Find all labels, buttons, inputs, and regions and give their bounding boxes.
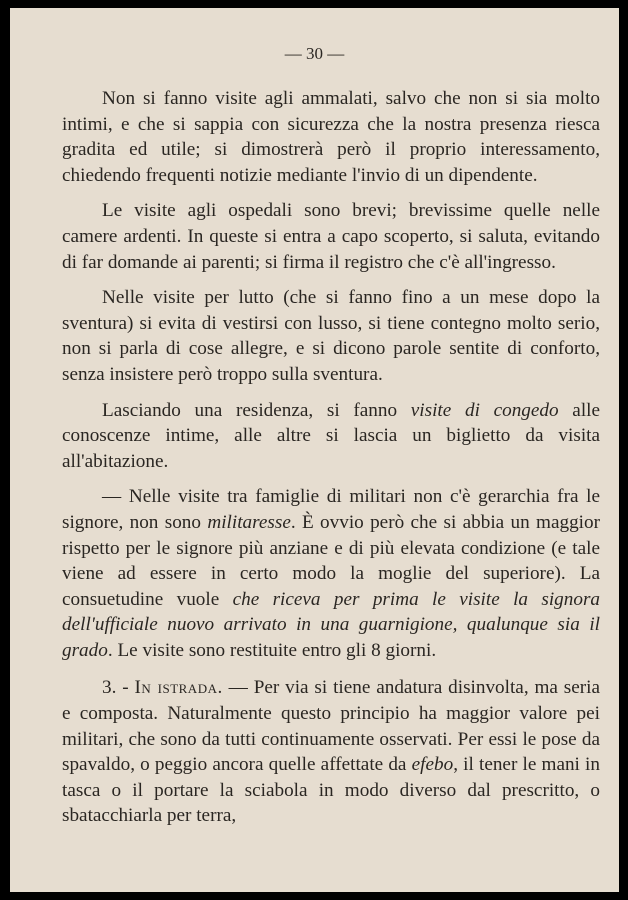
page-number: — 30 — bbox=[284, 44, 345, 63]
paragraph-text: , il tener le mani in tasca o il portare la sciabola in modo diverso dal prescritto, o sbatacchiarla per terra, bbox=[62, 754, 600, 827]
paragraph-mourning-visits: Nelle visite per lutto (che si fanno fino a un mese dopo la sventura) si evita di vestirsi con lusso, si tiene contegno molto serio, non si parla di cose allegre, e si dicono parole sentite di conforto, senza insistere però troppo sulla sventura. bbox=[62, 287, 600, 385]
paragraph-sick-visits: Non si fanno visite agli ammalati, salvo che non si sia molto intimi, e che si sappia con sicurezza che la nostra presenza riesca gradita ed utile; si dimostrerà però il proprio interessamento, chiedendo frequenti notizie mediante l'invio di un dipendente. bbox=[62, 88, 600, 186]
italic-term: militaresse bbox=[207, 511, 291, 533]
paragraph-text: alle conoscenze intime, alle altre si lascia un biglietto da visita all'abitazione. bbox=[62, 399, 601, 472]
paragraph-text: Lasciando una residenza, si fanno bbox=[102, 399, 411, 421]
book-page bbox=[10, 8, 619, 892]
section-number: 3. - bbox=[102, 677, 135, 699]
italic-term: visite di congedo bbox=[410, 399, 559, 421]
paragraph-military-families bbox=[62, 484, 600, 663]
paragraph-text: — Nelle visite tra famiglie di militari non c'è gerarchia fra le signore, non sono bbox=[62, 486, 600, 533]
paragraph-farewell-visits bbox=[62, 398, 600, 475]
italic-rule: che riceva per prima le visite la signora dell'ufficiale nuovo arrivato in una guarnigione, qualunque sia il grado bbox=[62, 588, 600, 661]
section-in-street bbox=[62, 675, 600, 829]
paragraph-text: . È ovvio però che si abbia un maggior rispetto per le signore più anziane e di più elevata condizione (e tale viene ad essere in certo modo la moglie del superiore). La consuetudine vuole bbox=[62, 511, 600, 610]
body-text bbox=[62, 86, 600, 839]
italic-term: efebo bbox=[411, 754, 454, 776]
paragraph-text: — Per via si tiene andatura disinvolta, ma seria e composta. Naturalmente questo principio ha maggior valore pei militari, che sono da tutti continuamente osservati. Per essi le pose da spavaldo, o peggio ancora quelle affettate da bbox=[62, 677, 600, 776]
paragraph-text: . Le visite sono restituite entro gli 8 giorni. bbox=[107, 639, 437, 661]
section-heading: In istrada. bbox=[134, 677, 223, 699]
paragraph-hospital-visits: Le visite agli ospedali sono brevi; brevissime quelle nelle camere ardenti. In queste si entra a capo scoperto, si saluta, evitando di far domande ai parenti; si firma il registro che c'è all'ingresso. bbox=[62, 200, 600, 273]
